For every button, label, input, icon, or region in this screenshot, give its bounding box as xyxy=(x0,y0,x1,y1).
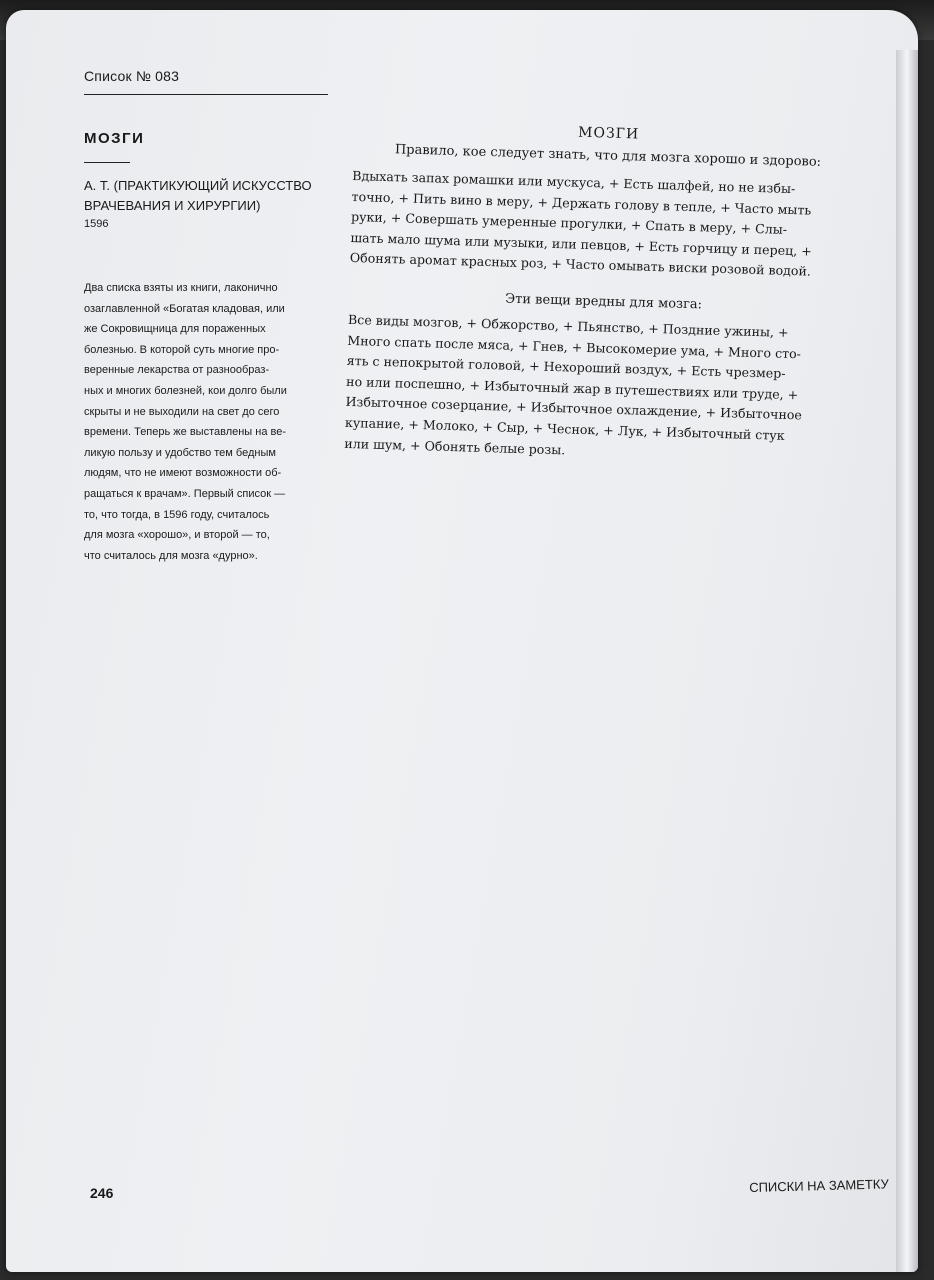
main-title: МОЗГИ xyxy=(577,124,640,143)
bad-list: Все виды мозгов, + Обжорство, + Пьянство, + Поздние ужины, + Много спать после мяса, + Гнев, + Высокомерие ума, + Много сто- ять с непокрытой головой, + Нехороший воздух, + Есть чрезмер- но или поспешно, + Избыточный жар в путешествиях или труде, + Избыточное созерцание, + Избыточное охлаждение, + Избыточное купание, + Молоко, + Сыр, + Чеснок, + Лук, + Избыточный стук или шум, + Обонять белые розы. xyxy=(344,311,803,457)
main-column xyxy=(344,118,864,469)
good-list: Вдыхать запах ромашки или мускуса, + Есть шалфей, но не избы- точно, + Пить вино в меру, + Держать голову в тепле, + Часто мыть руки, + Совершать умеренные прогулки, + Спать в меру, + Слы- шать мало шума или музыки, или певцов, + Есть горчицу и перец, + Обонять аромат красных роз, + Часто омывать виски розовой водой. xyxy=(349,167,813,279)
header-rule xyxy=(84,94,328,95)
intro-text: Два списка взяты из книги, лаконично озаглавленной «Богатая кладовая, или же Сокровищница для пораженных болезнью. В которой суть многие про- веренные лекарства от разнообраз- ных и многих болезней, кои долго были скрыты и не выходили на свет до сего времени. Теперь же выставлены на ве- ликую пользу и удобство тем бедным людям, что не имеют возможности об- ращаться к врачам». Первый список — то, что тогда, в 1596 году, считалось для мозга «хорошо», и второй — то, что считалось для мозга «дурно». xyxy=(84,282,287,562)
author: А. Т. (ПРАКТИКУЮЩИЙ ИСКУССТВО ВРАЧЕВАНИЯ И ХИРУРГИИ) xyxy=(84,178,312,213)
list-number: Список № 083 xyxy=(84,68,180,84)
title-rule xyxy=(84,162,130,163)
page-edge xyxy=(896,50,918,1272)
sidebar-title: МОЗГИ xyxy=(84,130,145,147)
good-heading: Правило, кое следует знать, что для мозга хорошо и здорово: xyxy=(394,142,822,170)
page-number: 246 xyxy=(90,1185,114,1201)
bad-heading: Эти вещи вредны для мозга: xyxy=(505,291,703,313)
book-page xyxy=(6,10,918,1272)
year: 1596 xyxy=(84,218,109,230)
running-head: СПИСКИ НА ЗАМЕТКУ xyxy=(749,1176,889,1195)
